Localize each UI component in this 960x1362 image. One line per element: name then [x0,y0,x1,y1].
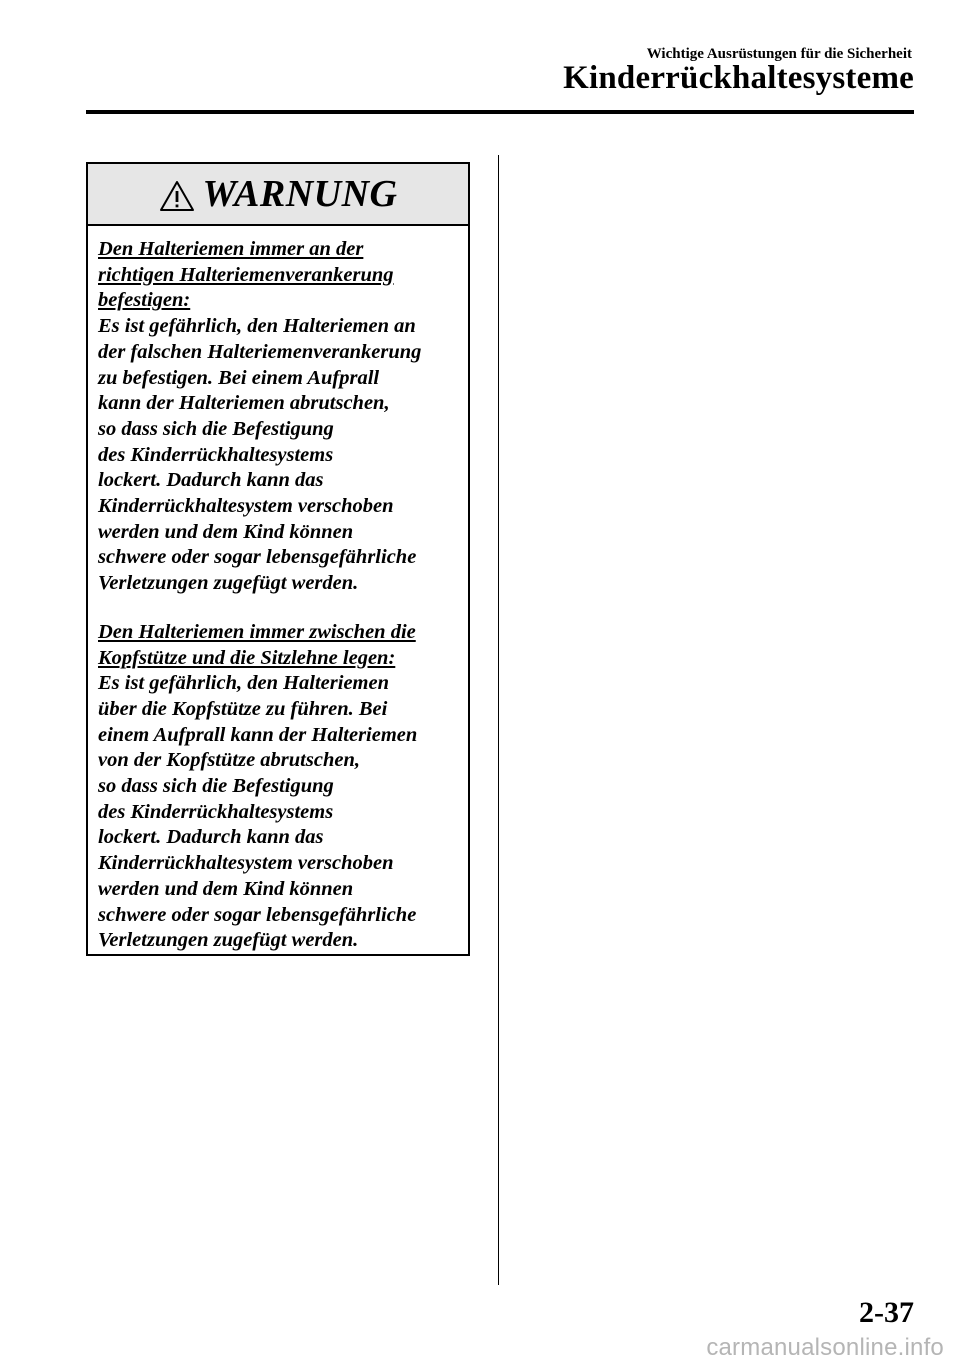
warning-text-line: Es ist gefährlich, den Halteriemen an [98,315,416,338]
warning-text-line: Verletzungen zugefügt werden. [98,572,359,595]
warning-text-line: werden und dem Kind können [98,877,354,900]
warning-text-line: lockert. Dadurch kann das [98,826,324,849]
warning-text-line: über die Kopfstütze zu führen. Bei [98,697,388,720]
warning-label: WARNUNG [202,173,398,215]
warning-text-line: des Kinderrückhaltesystems [98,443,334,466]
warning-text-line: werden und dem Kind können [98,520,354,543]
warning-section-1 [98,237,458,597]
watermark: carmanualsonline.info [706,1334,944,1361]
header-section-title: Wichtige Ausrüstungen für die Sicherheit [646,46,912,62]
warning-text-line: kann der Halteriemen abrutschen, [98,392,390,415]
warning-heading-line: Kopfstütze und die Sitzlehne legen: [98,646,396,669]
warning-body [88,226,468,954]
warning-text-line: schwere oder sogar lebensgefährliche [98,546,417,569]
header-rule [86,110,914,114]
warning-text-line: Kinderrückhaltesystem verschoben [98,495,394,518]
column-divider [498,155,499,1285]
warning-text-line: einem Aufprall kann der Halteriemen [98,723,418,746]
page-number: 2-37 [859,1296,914,1329]
warning-heading-line: befestigen: [98,289,191,312]
warning-heading-line: richtigen Halteriemenverankerung [98,263,394,286]
warning-heading-line: Den Halteriemen immer zwischen die [98,620,416,643]
warning-heading-line: Den Halteriemen immer an der [98,238,364,260]
warning-text-line: so dass sich die Befestigung [98,775,334,798]
warning-triangle-icon [159,180,195,212]
warning-text-line: so dass sich die Befestigung [98,417,334,440]
warning-text-line: Verletzungen zugefügt werden. [98,929,359,952]
warning-box [86,162,470,956]
warning-text-line: von der Kopfstütze abrutschen, [98,749,360,772]
warning-text-line: lockert. Dadurch kann das [98,469,324,492]
warning-section-2 [98,620,458,954]
warning-header [88,164,468,226]
warning-text-line: zu befestigen. Bei einem Aufprall [98,366,380,389]
warning-text-line: schwere oder sogar lebensgefährliche [98,903,417,926]
page-title: Kinderrückhaltesysteme [563,60,914,96]
warning-text-line: Kinderrückhaltesystem verschoben [98,852,394,875]
warning-text-line: des Kinderrückhaltesystems [98,800,334,823]
warning-text-line: Es ist gefährlich, den Halteriemen [98,672,389,695]
warning-text-line: der falschen Halteriemenverankerung [98,340,422,363]
